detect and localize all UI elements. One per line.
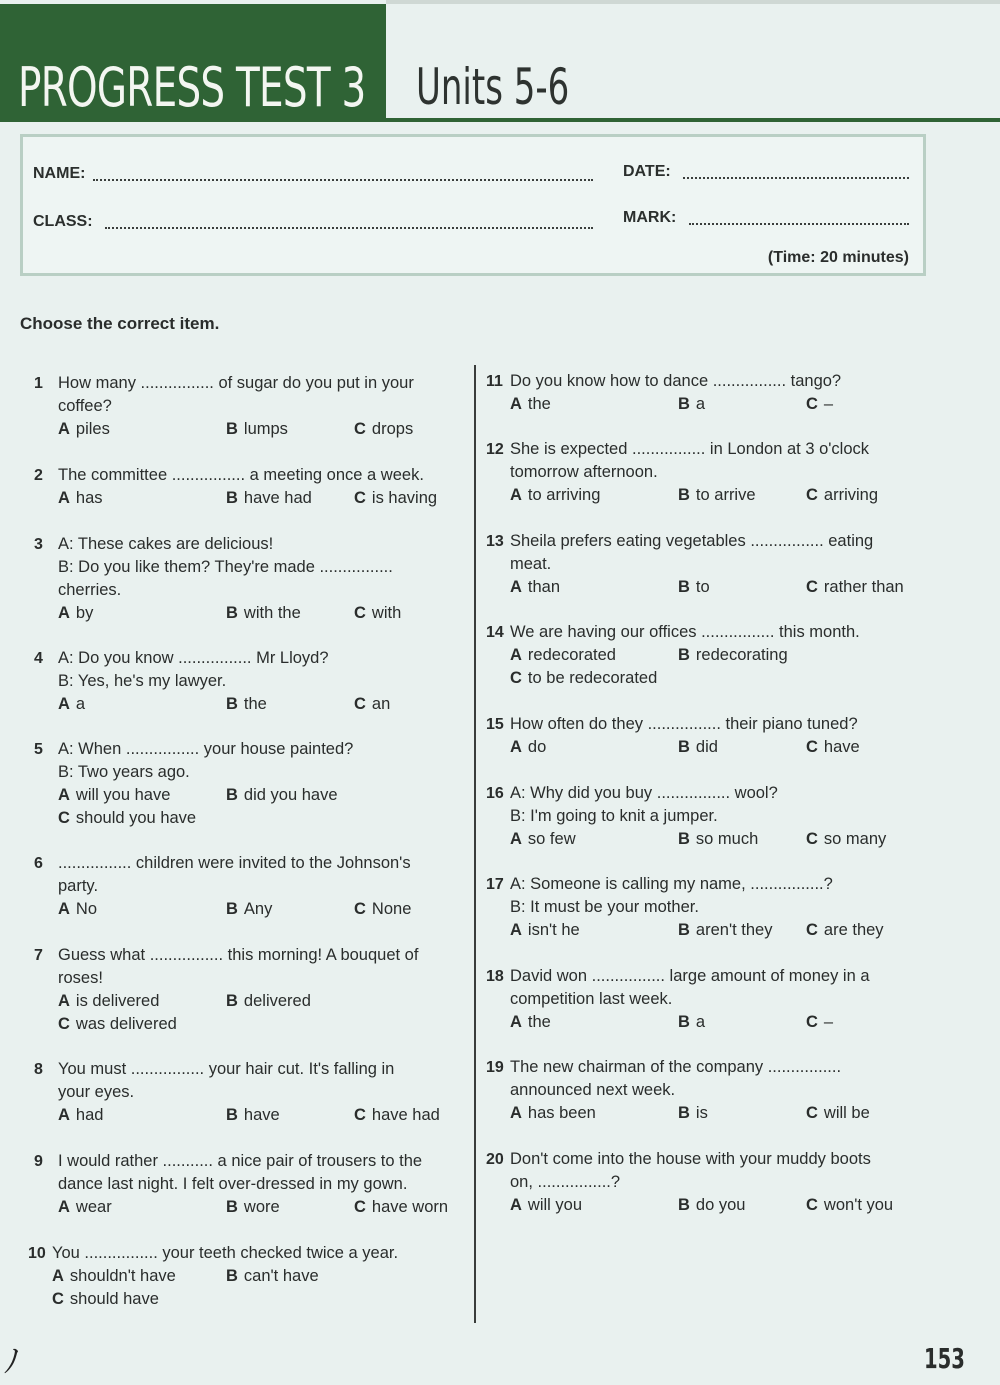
option-c[interactable]: C to be redecorated: [510, 669, 658, 687]
page-subtitle: Units 5-6: [416, 58, 570, 116]
option-c[interactable]: C was delivered: [58, 1015, 177, 1033]
class-field[interactable]: [105, 225, 593, 229]
name-label: NAME:: [33, 165, 86, 182]
mark-field[interactable]: [689, 221, 909, 225]
top-edge: [386, 0, 1000, 4]
question-number: 10: [28, 1245, 46, 1262]
question-text-line: A: When ................ your house painted?: [58, 740, 354, 758]
option-b[interactable]: B lumps: [226, 420, 288, 438]
question-number: 13: [486, 533, 504, 550]
option-a[interactable]: A No: [58, 900, 98, 918]
option-b[interactable]: B Any: [226, 900, 273, 918]
column-divider: [474, 365, 476, 1323]
question-text-line: The committee ................ a meeting once a week.: [58, 466, 424, 484]
option-c[interactable]: C should you have: [58, 809, 197, 827]
question-number: 16: [486, 785, 504, 802]
option-c[interactable]: C should have: [52, 1290, 159, 1308]
question-text-line: B: Two years ago.: [58, 763, 190, 781]
date-field[interactable]: [683, 175, 909, 179]
question-number: 12: [486, 441, 504, 458]
option-c[interactable]: C will be: [806, 1104, 870, 1122]
option-b[interactable]: B did you have: [226, 786, 338, 804]
scan-mark: ﾉ: [4, 1343, 21, 1379]
option-b[interactable]: B do you: [678, 1196, 746, 1214]
option-b[interactable]: B is: [678, 1104, 708, 1122]
question-text-line: cherries.: [58, 581, 122, 599]
option-b[interactable]: B with the: [226, 604, 301, 622]
option-a[interactable]: A shouldn't have: [52, 1267, 176, 1285]
question-text-line: A: Why did you buy ................ wool?: [510, 784, 778, 802]
option-a[interactable]: A so few: [510, 830, 576, 848]
question-number: 6: [34, 855, 43, 872]
question-number: 11: [486, 373, 503, 390]
question-text-line: party.: [58, 877, 99, 895]
option-b[interactable]: B have: [226, 1106, 280, 1124]
question-number: 19: [486, 1059, 504, 1076]
option-a[interactable]: A by: [58, 604, 94, 622]
option-a[interactable]: A redecorated: [510, 646, 616, 664]
question-text-line: Don't come into the house with your muddy boots: [510, 1150, 871, 1168]
question-text-line: ................ children were invited to the Johnson's: [58, 854, 411, 872]
option-c[interactable]: C is having: [354, 489, 438, 507]
option-b[interactable]: B to arrive: [678, 486, 756, 504]
question-number: 8: [34, 1061, 43, 1078]
date-label: DATE:: [623, 163, 671, 180]
option-b[interactable]: B the: [226, 695, 267, 713]
banner-rule: [386, 118, 1000, 122]
option-c[interactable]: C with: [354, 604, 402, 622]
page-title: PROGRESS TEST 3: [18, 56, 366, 119]
option-a[interactable]: A had: [58, 1106, 104, 1124]
option-c[interactable]: C rather than: [806, 578, 904, 596]
mark-label: MARK:: [623, 209, 677, 226]
question-text-line: dance last night. I felt over-dressed in my gown.: [58, 1175, 408, 1193]
question-text-line: Guess what ................ this morning! A bouquet of: [58, 946, 419, 964]
option-a[interactable]: A has been: [510, 1104, 596, 1122]
question-number: 3: [34, 536, 43, 553]
question-text-line: A: These cakes are delicious!: [58, 535, 274, 553]
option-a[interactable]: A the: [510, 1013, 551, 1031]
question-number: 7: [34, 947, 43, 964]
option-c[interactable]: C an: [354, 695, 391, 713]
option-b[interactable]: B delivered: [226, 992, 311, 1010]
option-c[interactable]: C have: [806, 738, 860, 756]
option-a[interactable]: A has: [58, 489, 103, 507]
question-text-line: Sheila prefers eating vegetables ................ eating: [510, 532, 874, 550]
question-number: 18: [486, 968, 504, 985]
question-text-line: She is expected ................ in London at 3 o'clock: [510, 440, 870, 458]
question-text-line: I would rather ........... a nice pair of trousers to the: [58, 1152, 423, 1170]
option-b[interactable]: B did: [678, 738, 718, 756]
question-text-line: meat.: [510, 555, 552, 573]
question-text-line: on, ................?: [510, 1173, 621, 1191]
question-text-line: A: Someone is calling my name, ................?: [510, 875, 833, 893]
question-number: 5: [34, 741, 43, 758]
question-text-line: A: Do you know ................ Mr Lloyd?: [58, 649, 329, 667]
option-a[interactable]: A is delivered: [58, 992, 160, 1010]
question-text-line: B: Do you like them? They're made ................: [58, 558, 393, 576]
option-b[interactable]: B have had: [226, 489, 312, 507]
question-number: 15: [486, 716, 504, 733]
question-number: 1: [34, 375, 43, 392]
option-b[interactable]: B aren't they: [678, 921, 773, 939]
option-b[interactable]: B redecorating: [678, 646, 788, 664]
option-c[interactable]: C have had: [354, 1106, 440, 1124]
option-a[interactable]: A isn't he: [510, 921, 580, 939]
question-text-line: announced next week.: [510, 1081, 676, 1099]
class-label: CLASS:: [33, 213, 93, 230]
option-a[interactable]: A than: [510, 578, 561, 596]
question-text-line: coffee?: [58, 397, 112, 415]
option-b[interactable]: B a: [678, 395, 706, 413]
question-text-line: The new chairman of the company ................: [510, 1058, 842, 1076]
time-limit: (Time: 20 minutes): [767, 249, 909, 266]
page-number: 153: [924, 1342, 965, 1375]
option-c[interactable]: C –: [806, 395, 834, 413]
option-c[interactable]: C so many: [806, 830, 887, 848]
question-text-line: Do you know how to dance ................ tango?: [510, 372, 842, 390]
option-a[interactable]: A wear: [58, 1198, 112, 1216]
option-a[interactable]: A do: [510, 738, 547, 756]
question-number: 14: [486, 624, 504, 641]
question-text-line: tomorrow afternoon.: [510, 463, 658, 481]
question-text-line: How many ................ of sugar do you put in your: [58, 374, 414, 392]
question-text-line: David won ................ large amount of money in a: [510, 967, 870, 985]
option-b[interactable]: B can't have: [226, 1267, 319, 1285]
option-a[interactable]: A piles: [58, 420, 110, 438]
question-text-line: How often do they ................ their piano tuned?: [510, 715, 858, 733]
option-a[interactable]: A will you: [510, 1196, 583, 1214]
question-text-line: B: I'm going to knit a jumper.: [510, 807, 718, 825]
question-text-line: You ................ your teeth checked twice a year.: [52, 1244, 399, 1262]
option-b[interactable]: B to: [678, 578, 710, 596]
option-a[interactable]: A to arriving: [510, 486, 601, 504]
question-number: 4: [34, 650, 43, 667]
question-number: 9: [34, 1153, 43, 1170]
option-c[interactable]: C are they: [806, 921, 884, 939]
option-c[interactable]: C None: [354, 900, 412, 918]
option-c[interactable]: C won't you: [806, 1196, 894, 1214]
option-c[interactable]: C have worn: [354, 1198, 449, 1216]
question-number: 20: [486, 1151, 504, 1168]
option-b[interactable]: B a: [678, 1013, 706, 1031]
option-a[interactable]: A a: [58, 695, 86, 713]
question-text-line: We are having our offices ................ this month.: [510, 623, 860, 641]
question-text-line: your eyes.: [58, 1083, 135, 1101]
name-field[interactable]: [93, 177, 593, 181]
option-a[interactable]: A the: [510, 395, 551, 413]
option-c[interactable]: C drops: [354, 420, 414, 438]
question-number: 17: [486, 876, 504, 893]
instruction-text: Choose the correct item.: [20, 314, 220, 333]
option-c[interactable]: C –: [806, 1013, 834, 1031]
question-text-line: competition last week.: [510, 990, 673, 1008]
option-a[interactable]: A will you have: [58, 786, 171, 804]
question-text-line: You must ................ your hair cut. It's falling in: [58, 1060, 395, 1078]
option-c[interactable]: C arriving: [806, 486, 879, 504]
title-banner: [0, 4, 386, 122]
option-b[interactable]: B wore: [226, 1198, 280, 1216]
option-b[interactable]: B so much: [678, 830, 759, 848]
student-info-box: [20, 134, 926, 276]
question-text-line: B: Yes, he's my lawyer.: [58, 672, 227, 690]
question-text-line: B: It must be your mother.: [510, 898, 699, 916]
question-number: 2: [34, 467, 43, 484]
question-text-line: roses!: [58, 969, 103, 987]
